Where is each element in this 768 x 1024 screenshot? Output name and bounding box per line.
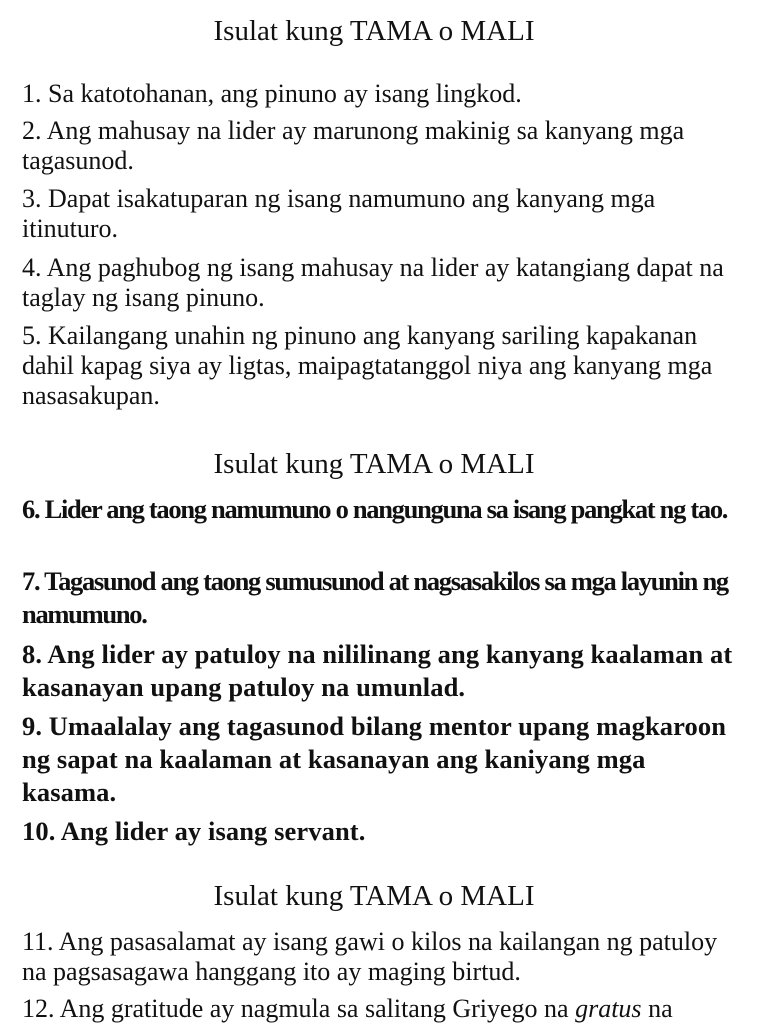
section-3-heading: Isulat kung TAMA o MALI — [213, 880, 535, 912]
question-6: 6. Lider ang taong namumuno o nangunguna sa isang pangkat ng tao. — [22, 494, 728, 524]
question-10: 10. Ang lider ay isang servant. — [22, 816, 366, 846]
section-1-heading: Isulat kung TAMA o MALI — [213, 15, 535, 47]
section-2-heading: Isulat kung TAMA o MALI — [213, 448, 535, 480]
question-7: 7. Tagasunod ang taong sumusunod at nagsasakilos sa mga layunin ng namumuno. — [22, 566, 728, 629]
question-11: 11. Ang pasasalamat ay isang gawi o kilos na kailangan ng patuloy na pagsasagawa hanggang ito ay maging birtud. — [22, 927, 718, 986]
question-12-text: 12. Ang gratitude ay nagmula sa salitang Griyego na — [22, 994, 576, 1023]
question-12 — [22, 994, 734, 1024]
question-4: 4. Ang paghubog ng isang mahusay na lider ay katangiang dapat na taglay ng isang pinuno. — [22, 253, 724, 312]
question-2: 2. Ang mahusay na lider ay marunong makinig sa kanyang mga tagasunod. — [22, 116, 685, 175]
question-12-italic-word: gratus — [575, 994, 642, 1023]
question-1: 1. Sa katotohanan, ang pinuno ay isang lingkod. — [22, 79, 522, 108]
question-5: 5. Kailangang unahin ng pinuno ang kanyang sariling kapakanan dahil kapag siya ay ligtas, maipagtatanggol niya ang kanyang mga nasasakupan. — [22, 321, 713, 410]
question-12-text-end: na — [641, 994, 673, 1023]
question-3: 3. Dapat isakatuparan ng isang namumuno ang kanyang mga itinuturo. — [22, 184, 656, 243]
question-8: 8. Ang lider ay patuloy na nililinang ang kanyang kaalaman at kasanayan upang patuloy na umunlad. — [22, 639, 733, 702]
question-9: 9. Umaalalay ang tagasunod bilang mentor upang magkaroon ng sapat na kaalaman at kasanayan ang kaniyang mga kasama. — [22, 711, 727, 807]
